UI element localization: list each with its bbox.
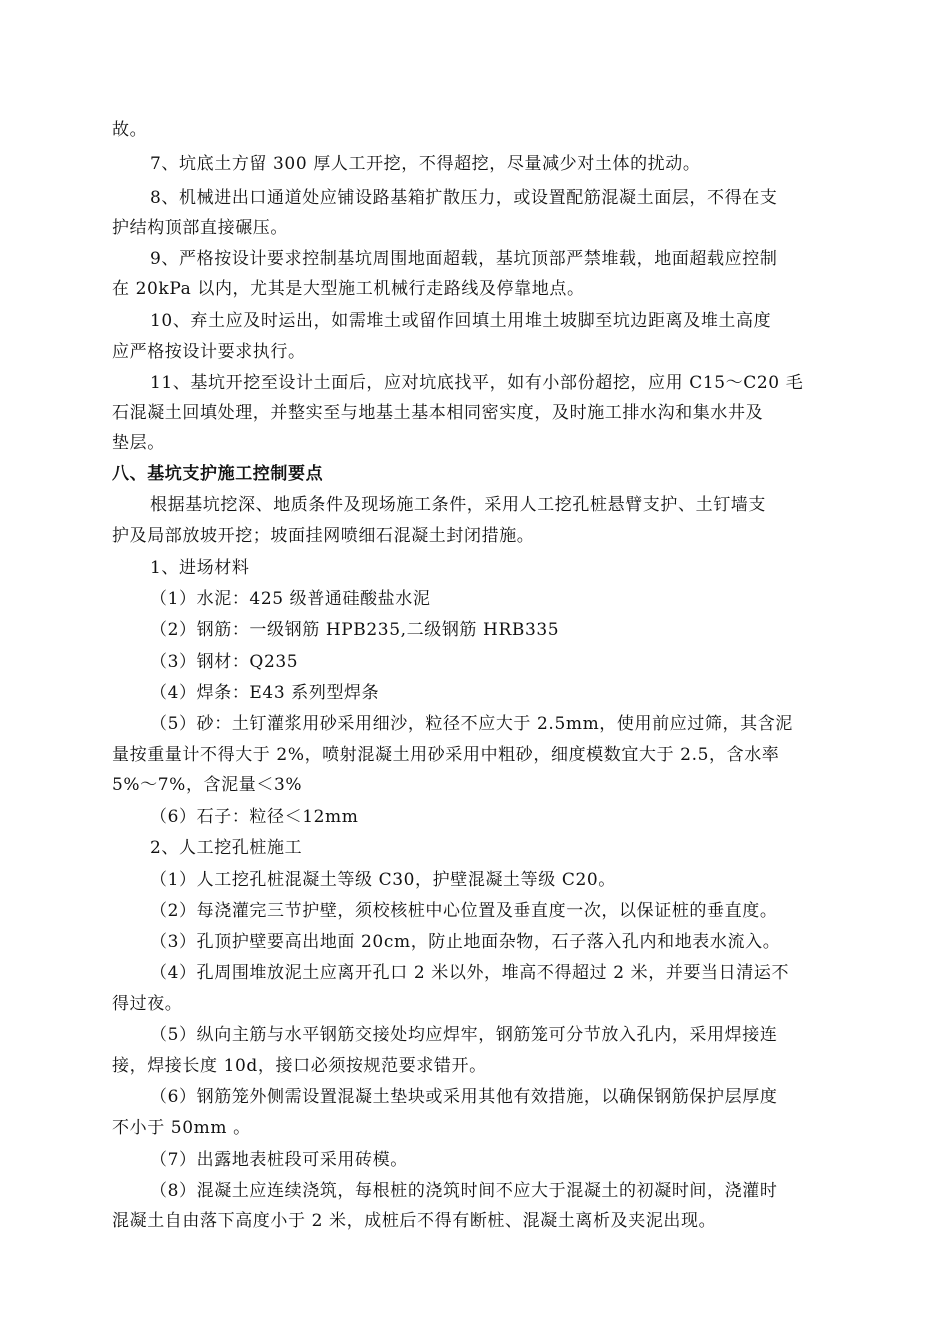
list-item: （4）孔周围堆放泥土应离开孔口 2 米以外，堆高不得超过 2 米，并要当日清运不 xyxy=(150,963,790,983)
list-item: （5）纵向主筋与水平钢筋交接处均应焊牢，钢筋笼可分节放入孔内，采用焊接连 xyxy=(150,1025,778,1045)
list-item: （1）人工挖孔桩混凝土等级 C30，护壁混凝土等级 C20。 xyxy=(150,870,616,890)
list-item: （3）孔顶护壁要高出地面 20cm，防止地面杂物，石子落入孔内和地表水流入。 xyxy=(150,932,781,952)
list-item-9: 9、严格按设计要求控制基坑周围地面超载，基坑顶部严禁堆载，地面超载应控制 xyxy=(150,249,778,269)
list-item: （3）钢材：Q235 xyxy=(150,652,299,672)
list-item: （2）每浇灌完三节护壁，须校核桩中心位置及垂直度一次，以保证桩的垂直度。 xyxy=(150,901,778,921)
list-item: （5）砂：土钉灌浆用砂采用细沙，粒径不应大于 2.5mm，使用前应过筛，其含泥 xyxy=(150,714,793,734)
list-item: （8）混凝土应连续浇筑，每根桩的浇筑时间不应大于混凝土的初凝时间，浇灌时 xyxy=(150,1181,778,1201)
text-line: 接，焊接长度 10d，接口必须按规范要求错开。 xyxy=(112,1056,487,1076)
text-line: 故。 xyxy=(112,120,148,140)
text-line: 石混凝土回填处理，并整实至与地基土基本相同密实度，及时施工排水沟和集水井及 xyxy=(112,403,764,423)
text-line: 量按重量计不得大于 2%，喷射混凝土用砂采用中粗砂，细度模数宜大于 2.5，含水率 xyxy=(112,745,780,765)
list-item: （2）钢筋：一级钢筋 HPB235,二级钢筋 HRB335 xyxy=(150,620,560,640)
list-item-8: 8、机械进出口通道处应铺设路基箱扩散压力，或设置配筋混凝土面层，不得在支 xyxy=(150,188,778,208)
section-heading: 八、基坑支护施工控制要点 xyxy=(112,464,324,484)
text-line: 得过夜。 xyxy=(112,994,183,1014)
text-line: 5%～7%，含泥量＜3% xyxy=(112,775,303,795)
text-line: 不小于 50mm 。 xyxy=(112,1118,251,1138)
list-item: （1）水泥：425 级普通硅酸盐水泥 xyxy=(150,589,431,609)
text-line: 护结构顶部直接碾压。 xyxy=(112,218,288,238)
list-item: （6）石子：粒径＜12mm xyxy=(150,807,359,827)
text-line: 护及局部放坡开挖；坡面挂网喷细石混凝土封闭措施。 xyxy=(112,526,535,546)
subheading: 1、进场材料 xyxy=(150,558,250,578)
list-item: （6）钢筋笼外侧需设置混凝土垫块或采用其他有效措施，以确保钢筋保护层厚度 xyxy=(150,1087,778,1107)
text-line: 垫层。 xyxy=(112,433,165,453)
subheading: 2、人工挖孔桩施工 xyxy=(150,838,303,858)
text-line: 在 20kPa 以内，尤其是大型施工机械行走路线及停靠地点。 xyxy=(112,279,585,299)
list-item-11: 11、基坑开挖至设计土面后，应对坑底找平，如有小部份超挖，应用 C15～C20 毛 xyxy=(150,373,804,393)
list-item: （4）焊条：E43 系列型焊条 xyxy=(150,683,380,703)
list-item: （7）出露地表桩段可采用砖模。 xyxy=(150,1150,408,1170)
list-item-10: 10、弃土应及时运出，如需堆土或留作回填土用堆土坡脚至坑边距离及堆土高度 xyxy=(150,311,772,331)
text-line: 应严格按设计要求执行。 xyxy=(112,342,306,362)
list-item-7: 7、坑底土方留 300 厚人工开挖，不得超挖，尽量减少对土体的扰动。 xyxy=(150,154,701,174)
paragraph: 根据基坑挖深、地质条件及现场施工条件，采用人工挖孔桩悬臂支护、土钉墙支 xyxy=(150,495,766,515)
text-line: 混凝土自由落下高度小于 2 米，成桩后不得有断桩、混凝土离析及夹泥出现。 xyxy=(112,1211,717,1231)
